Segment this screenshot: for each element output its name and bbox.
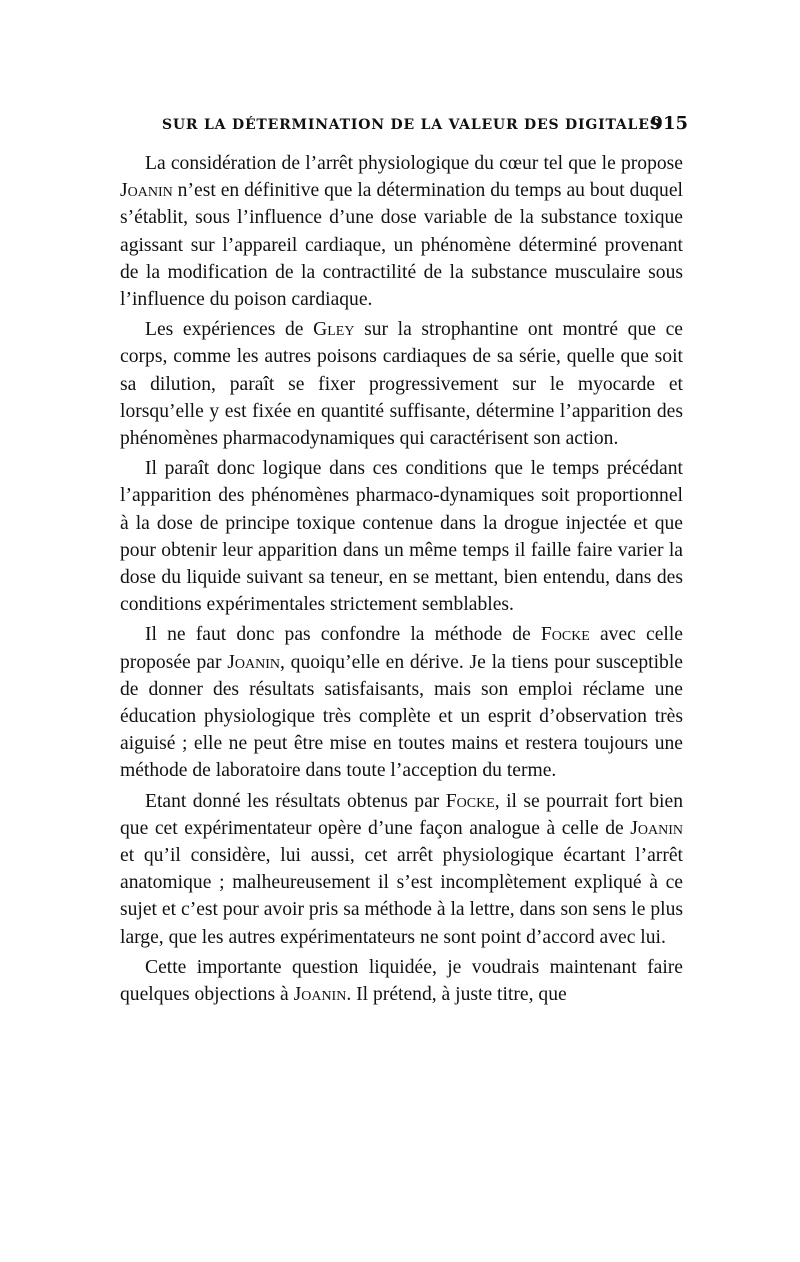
text-run: Cette importante question liquidée, je voudrais maintenant faire quelques objections à [120, 956, 683, 1006]
text-run: Les expériences de [145, 319, 314, 341]
author-name: Joanin [227, 651, 280, 673]
text-run: La considération de l’arrêt physiologique du cœur tel que le propose [145, 153, 683, 174]
body-text [120, 150, 683, 1011]
author-name: Joanin [293, 984, 347, 1006]
paragraph [120, 455, 683, 618]
text-run: et qu’il considère, lui aussi, cet arrêt physiologique écartant l’arrêt anatomique ; malheureusement il s’est incomplètement expliqué à ce sujet et c’est pour avoir pris sa méthode à la lettre, dans son sens le plus large, que les autres expérimentateurs ne sont point d’accord avec lui. [120, 845, 683, 948]
text-run: Il paraît donc logique dans ces conditions que le temps précédant l’apparition des phénomènes pharmaco-dynamiques soit proportionnel à la dose de principe toxique contenue dans la drogue injectée et que pour obtenir leur apparition dans un même temps il faille faire varier la dose du liquide suivant sa teneur, en se mettant, bien entendu, dans des conditions expérimentales strictement semblables. [120, 458, 683, 616]
paragraph [120, 316, 683, 452]
text-run: avec celle proposée par [120, 624, 683, 673]
paragraph [120, 954, 683, 1008]
running-header [162, 113, 688, 134]
text-run: n’est en définitive que la détermination du temps au bout duquel s’établit, sous l’influence d’une dose variable de la substance toxique agissant sur l’appareil cardiaque, un phénomène déterminé provenant de la modification de la contractilité de la substance musculaire sous l’influence du poison cardiaque. [120, 180, 683, 311]
page-number: 915 [650, 113, 688, 134]
text-run: , il se pourrait fort bien que cet expérimentateur opère d’une façon analogue à celle de [120, 790, 683, 839]
paragraph [120, 788, 683, 951]
author-name: Focke [445, 790, 495, 812]
text-run: . Il prétend, à juste titre, que [346, 984, 567, 1006]
text-run: , quoiqu’elle en dérive. Je la tiens pour susceptible de donner des résultats satisfaisants, mais son emploi réclame une éducation physiologique très complète et un esprit d’observation très aiguisé ; elle ne peut être mise en toutes mains et restera toujours une méthode de laboratoire dans toute l’acception du terme. [120, 651, 683, 782]
author-name: Joanin [120, 180, 173, 202]
text-run: sur la strophantine ont montré que ce corps, comme les autres poisons cardiaques de sa série, quelle que soit sa dilution, paraît se fixer progressivement sur le myocarde et lorsqu’elle y est fixée en quantité suffisante, détermine l’apparition des phénomènes pharmacodynamiques qui caractérisent son action. [120, 319, 683, 450]
running-header-title: SUR LA DÉTERMINATION DE LA VALEUR DES DIGITALES [162, 117, 661, 133]
paragraph [120, 621, 683, 784]
paragraph [120, 150, 683, 313]
author-name: Focke [540, 624, 590, 646]
author-name: Gley [313, 319, 355, 341]
text-run: Il ne faut donc pas confondre la méthode de [145, 624, 541, 646]
author-name: Joanin [630, 817, 683, 839]
text-run: Etant donné les résultats obtenus par [145, 790, 446, 812]
